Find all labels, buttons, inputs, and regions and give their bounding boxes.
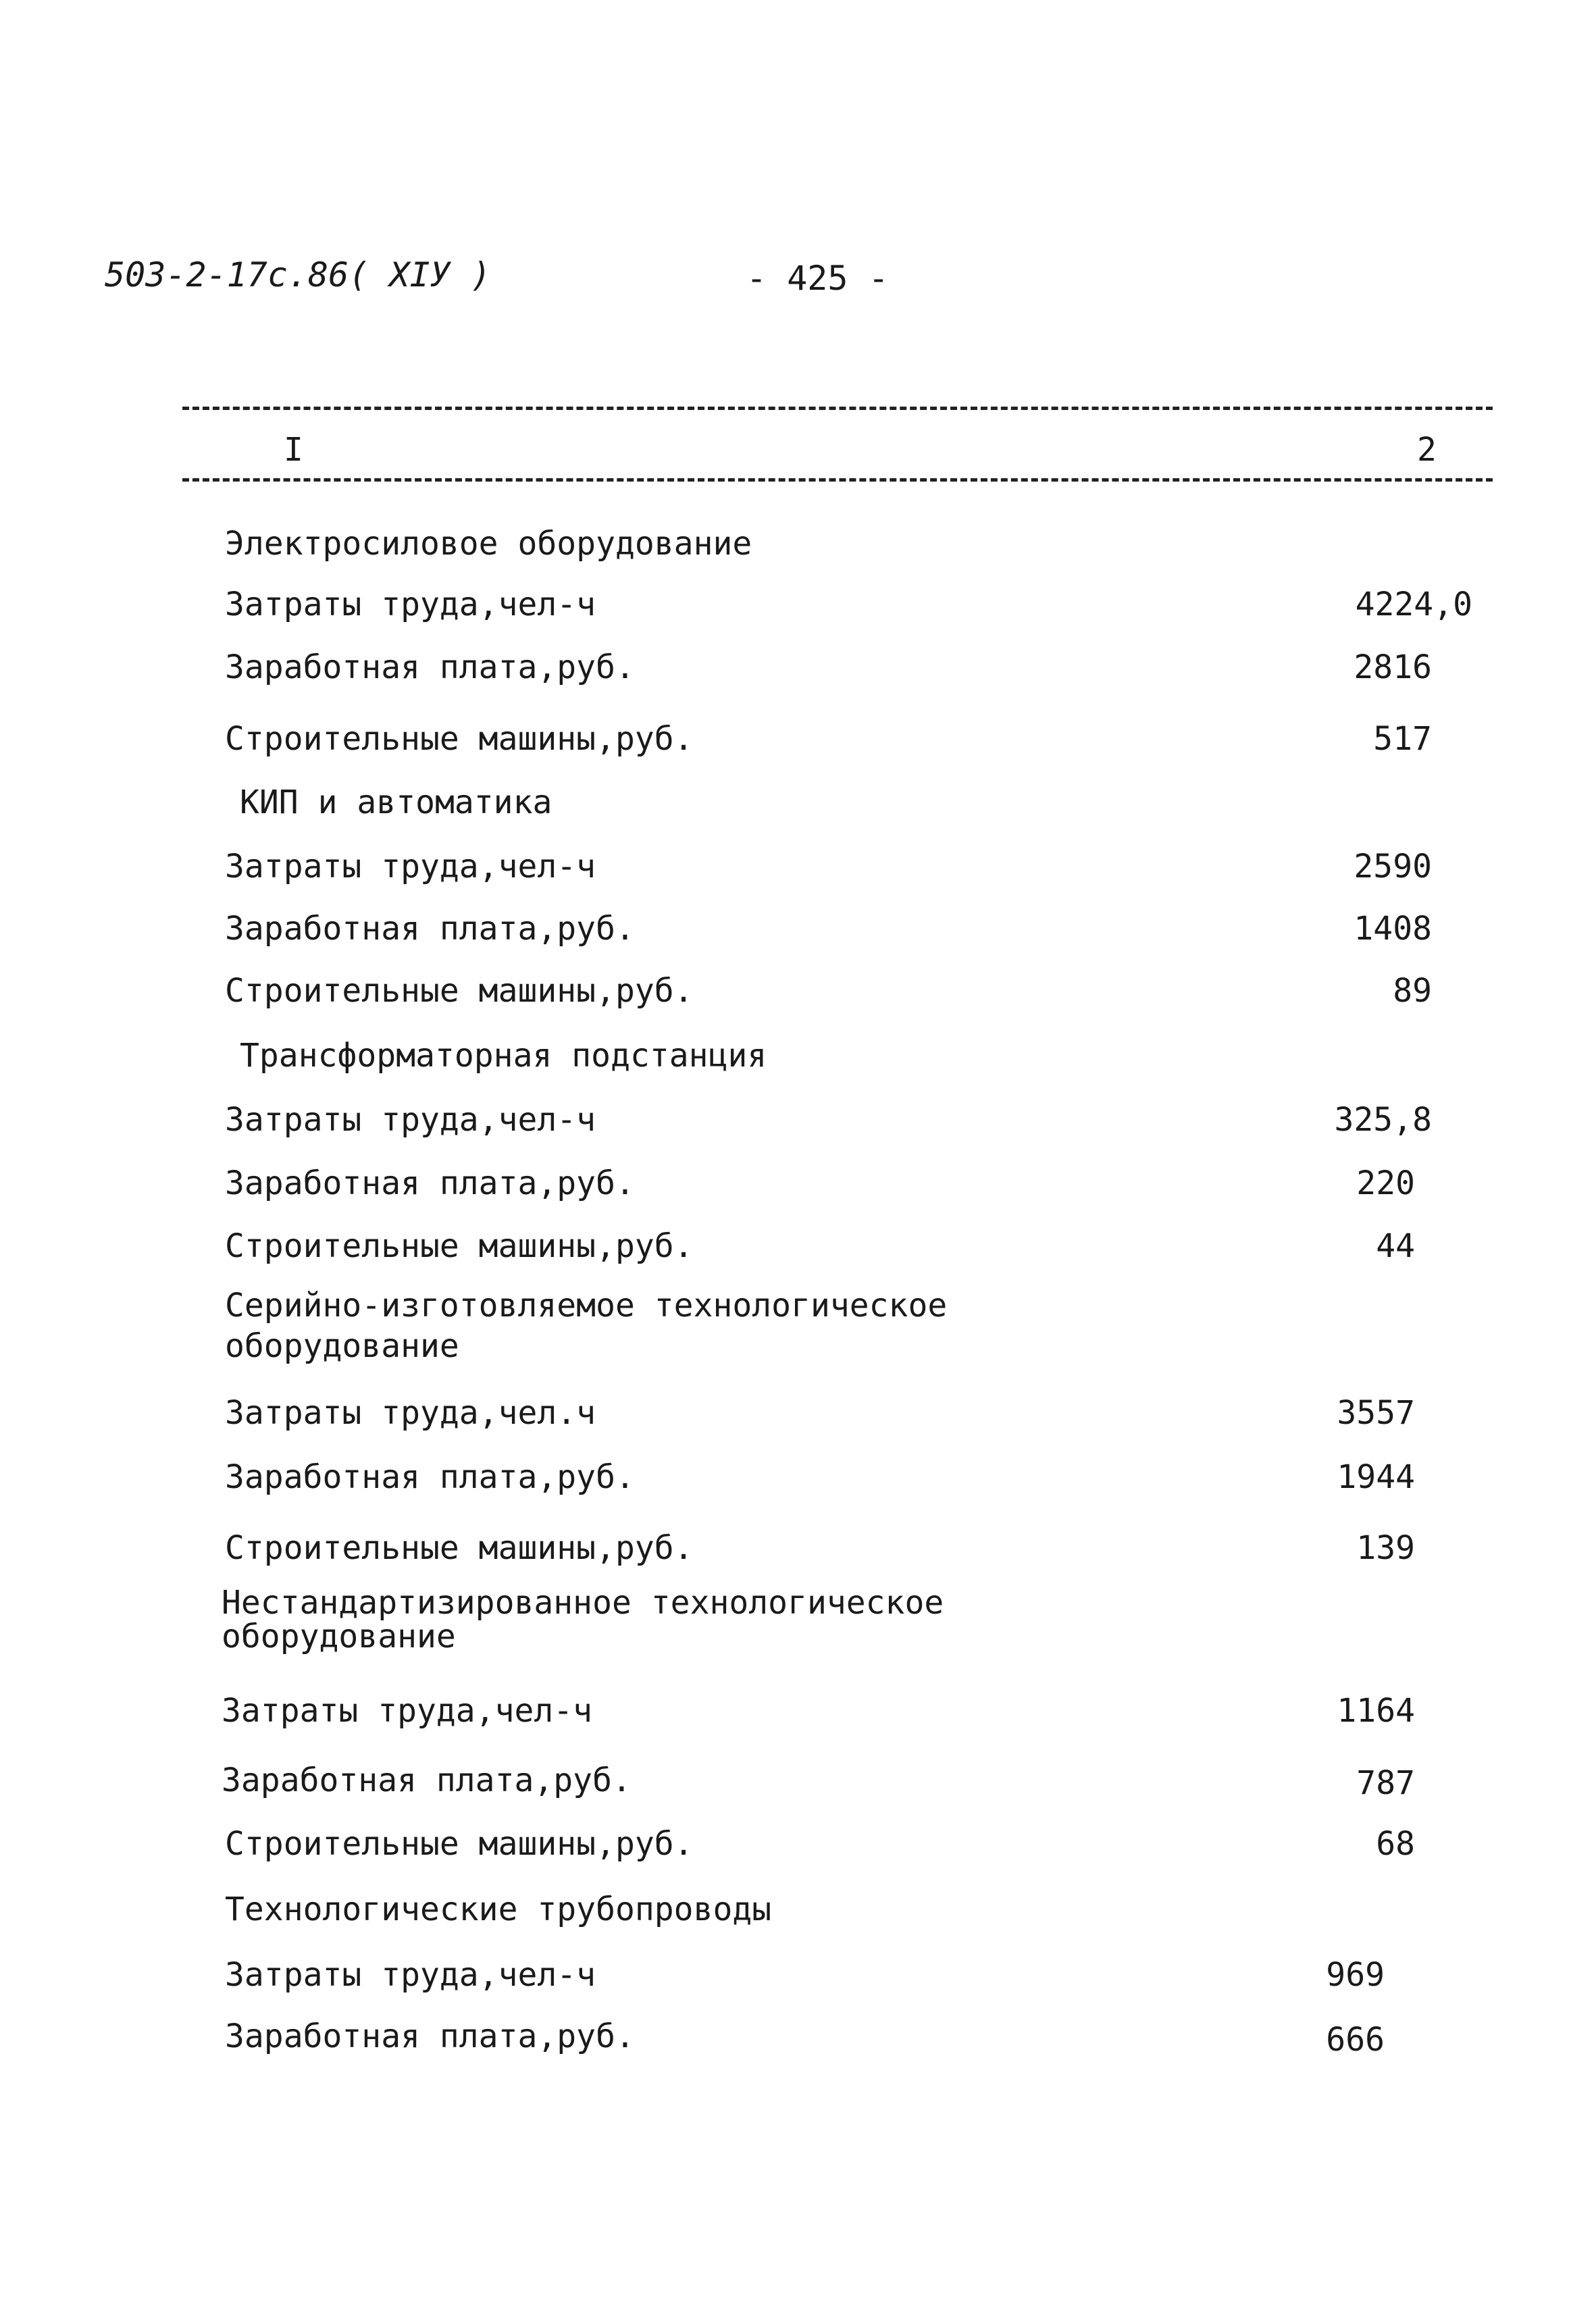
row-label: Строительные машины,руб. [225,972,694,1010]
row-label: Строительные машины,руб. [225,1825,694,1863]
row-label: Серийно-изготовляемое технологическое оборудование [225,1287,948,1365]
row-value: 2816 [1354,648,1432,686]
row-value: 2590 [1354,848,1432,885]
row-label: Заработная плата,руб. [225,648,635,686]
column-header-1: I [284,431,303,469]
row-value: 517 [1373,720,1432,758]
row-value: 325,8 [1334,1101,1432,1139]
row-label: Заработная плата,руб. [222,1762,632,1799]
row-label: Строительные машины,руб. [225,1529,694,1567]
row-value: 1164 [1337,1692,1415,1730]
row-value: 3557 [1337,1394,1415,1432]
row-label: Заработная плата,руб. [225,1458,635,1496]
row-label: Затраты труда,чел-ч [222,1692,593,1730]
page-number: - 425 - [746,259,889,298]
row-value: 1944 [1337,1458,1415,1496]
row-label: Строительные машины,руб. [225,1227,694,1265]
row-value: 220 [1356,1164,1415,1202]
column-header-2: 2 [1417,431,1437,469]
row-label: Нестандартизированное технологическое оборудование [222,1584,944,1655]
row-label: Заработная плата,руб. [225,1164,635,1202]
row-value: 787 [1356,1764,1415,1802]
row-value: 68 [1376,1825,1415,1863]
row-value: 89 [1393,972,1432,1010]
row-value: 969 [1326,1956,1385,1994]
row-value: 4224,0 [1355,586,1472,623]
row-label: Строительные машины,руб. [225,720,694,758]
row-label: Затраты труда,чел.ч [225,1394,596,1432]
row-label: Электросиловое оборудование [225,525,752,563]
row-label: Затраты труда,чел-ч [225,1101,596,1139]
row-label: Затраты труда,чел-ч [225,848,596,885]
row-label: Заработная плата,руб. [225,2017,635,2055]
row-value: 139 [1356,1529,1415,1567]
row-value: 44 [1376,1227,1415,1265]
row-label: Трансформаторная подстанция [240,1037,767,1075]
row-label: Технологические трубопроводы [225,1891,772,1928]
document-code: 503-2-17с.86( XIУ ) [105,255,491,294]
row-value: 666 [1326,2021,1385,2059]
row-value: 1408 [1354,910,1432,948]
row-label: Заработная плата,руб. [225,910,635,948]
row-label: КИП и автоматика [240,783,552,821]
row-label: Затраты труда,чел-ч [225,586,596,623]
row-label: Затраты труда,чел-ч [225,1956,596,1994]
